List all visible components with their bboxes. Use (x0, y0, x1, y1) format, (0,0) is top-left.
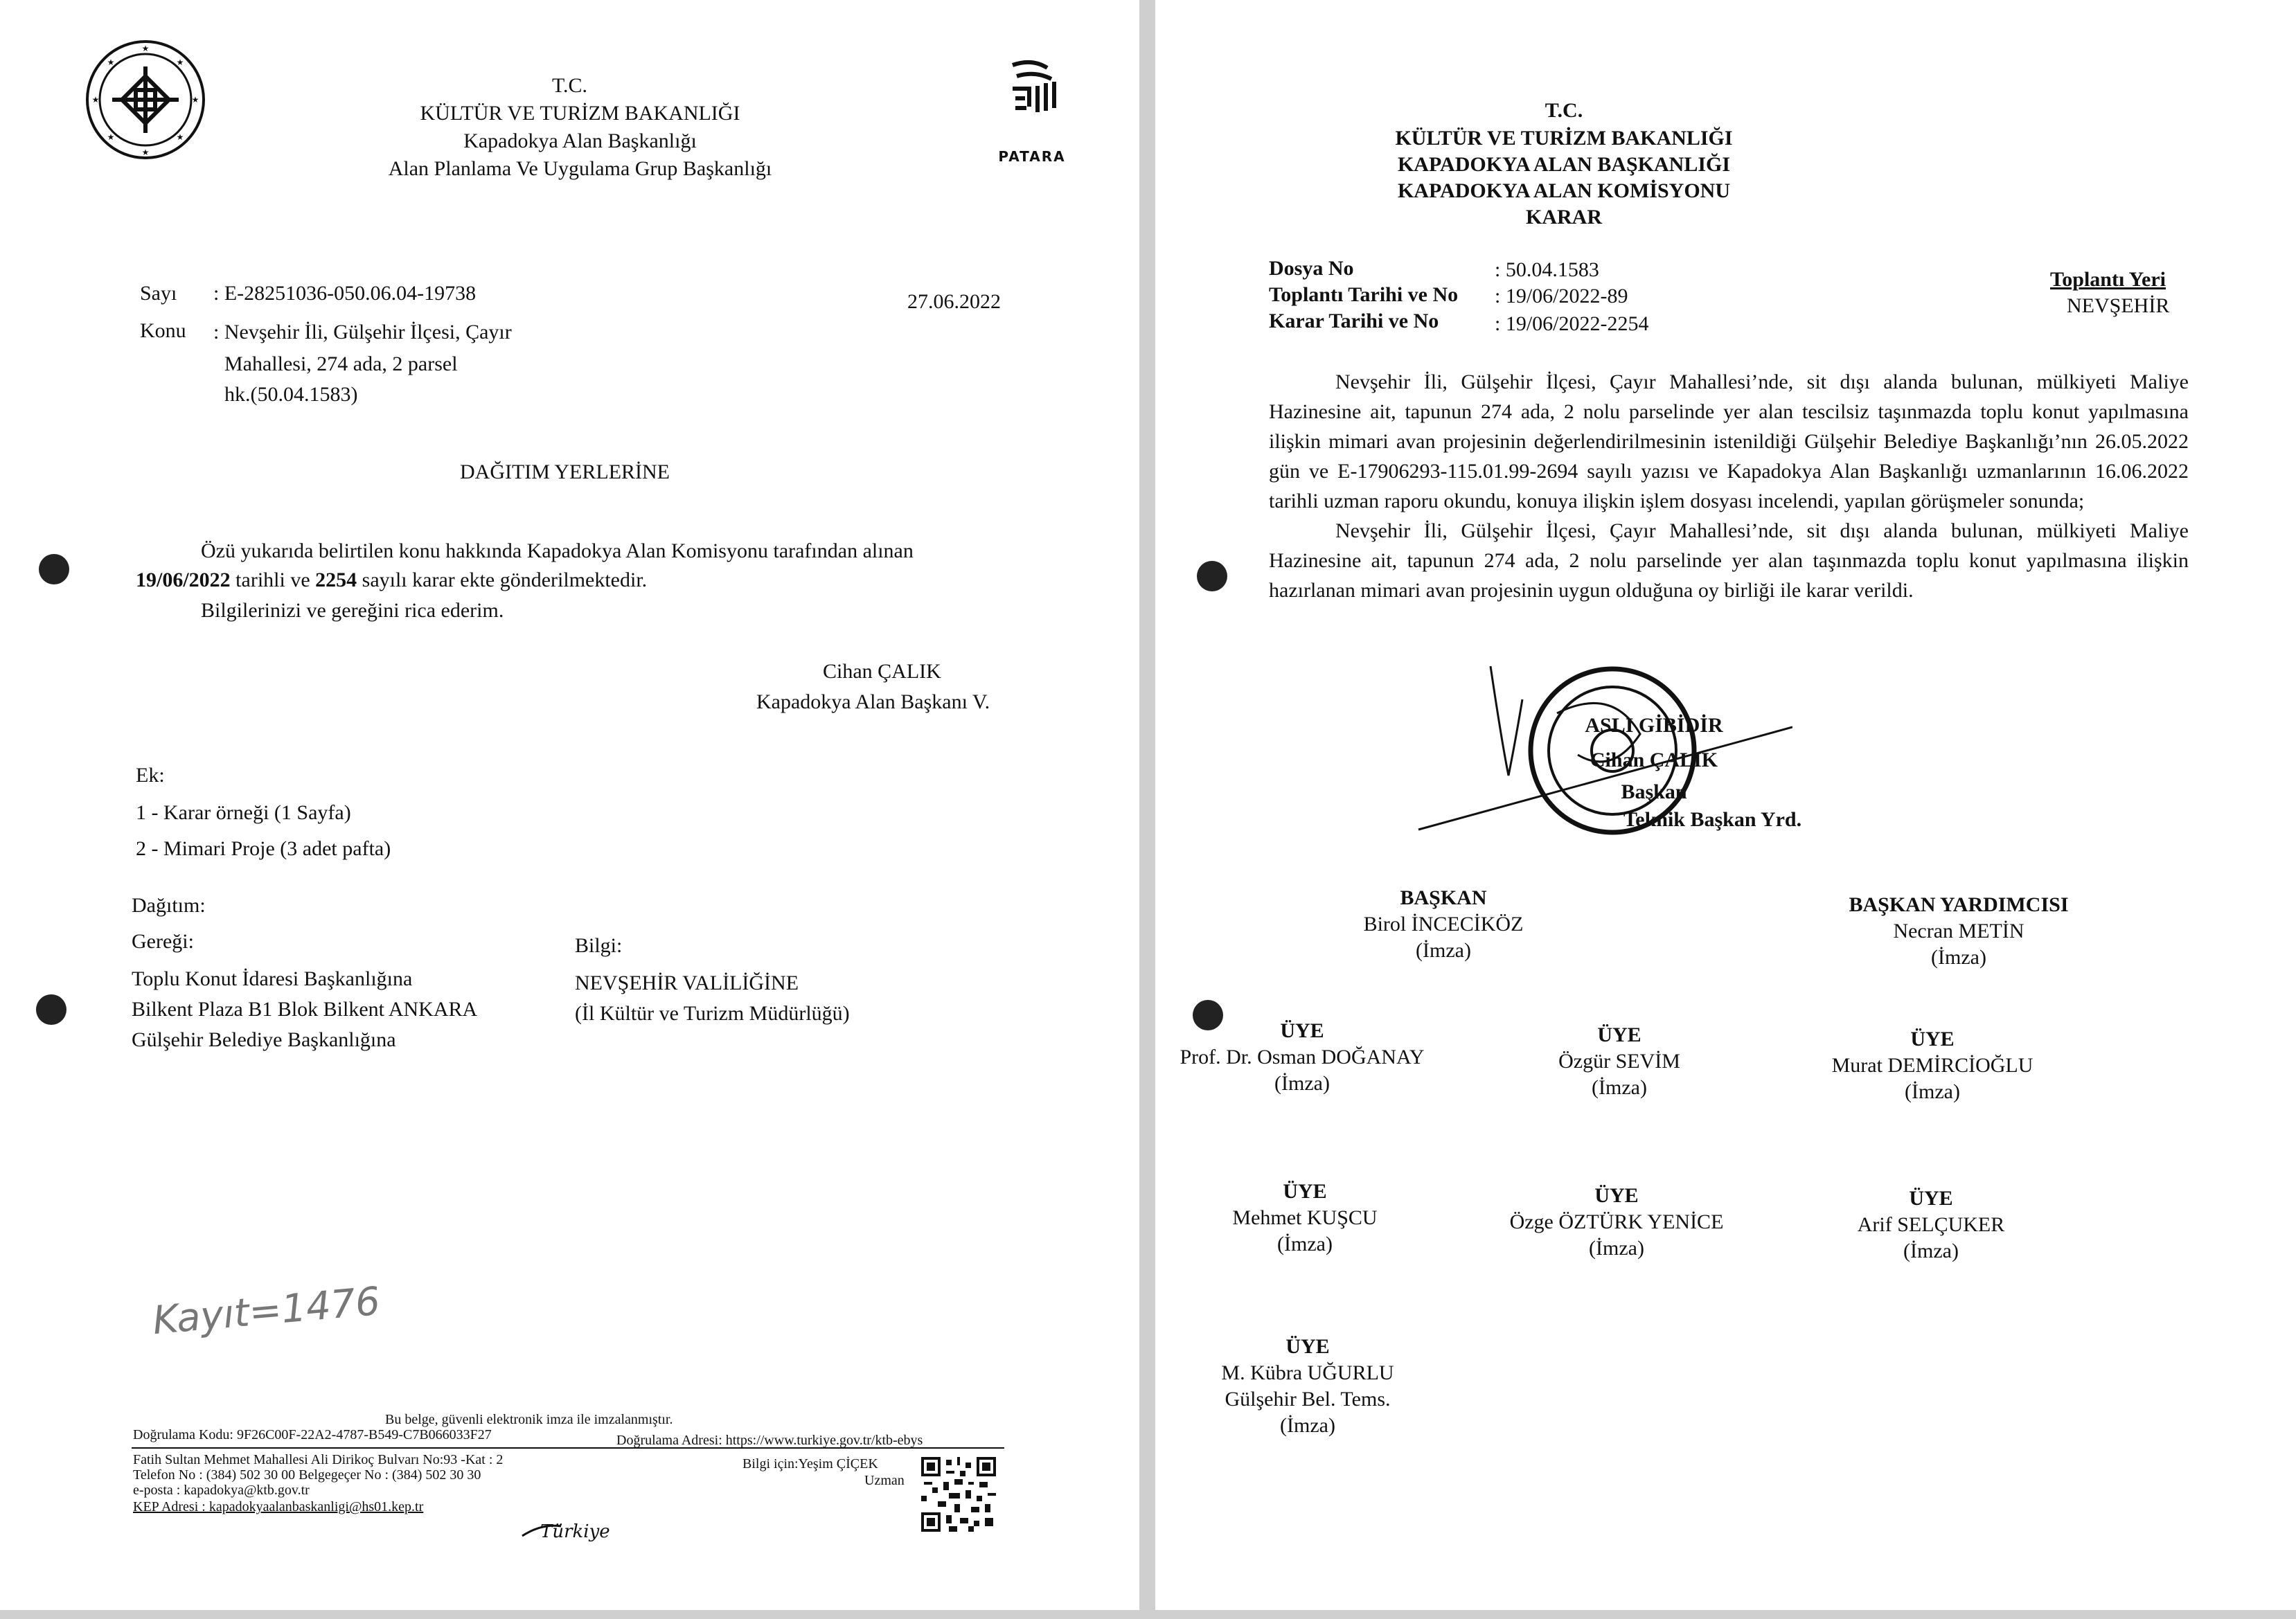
decision-header-commission: KAPADOKYA ALAN KOMİSYONU (1397, 179, 1731, 202)
stamp-line4: Teknik Başkan Yrd. (1623, 808, 1802, 831)
member-sign: (İmza) (1905, 1080, 1960, 1103)
distribution-label: Dağıtım: (132, 894, 206, 917)
karar-value: : 19/06/2022-2254 (1495, 312, 1649, 335)
attachments-label: Ek: (136, 764, 165, 787)
member-sign: (İmza) (1280, 1414, 1335, 1437)
signer-title: Kapadokya Alan Başkanı V. (756, 690, 990, 713)
member-uye (1436, 1183, 1797, 1262)
member-role: ÜYE (1285, 1335, 1330, 1358)
bilgi-label: Bilgi: (575, 934, 623, 957)
punch-hole (39, 554, 69, 584)
toplanti-label: Toplantı Tarihi ve No (1269, 283, 1459, 306)
member-uye (1751, 1186, 2111, 1264)
member-name: Mehmet KUŞCU (1232, 1206, 1378, 1229)
sayi-value: : E-28251036-050.06.04-19738 (213, 282, 477, 305)
gereği-item: Toplu Konut İdaresi Başkanlığına (132, 967, 413, 990)
verification-code: Doğrulama Kodu: 9F26C00F-22A2-4787-B549-C7B066033F27 (133, 1427, 492, 1442)
header-department: Alan Planlama Ve Uygulama Grup Başkanlığı (388, 157, 772, 180)
member-role: ÜYE (1594, 1184, 1639, 1207)
footer-divider (132, 1447, 1004, 1449)
signer-name: Cihan ÇALIK (823, 660, 941, 683)
toplanti-yeri-label: Toplantı Yeri (2050, 268, 2166, 291)
konu-line1: : Nevşehir İli, Gülşehir İlçesi, Çayır (213, 321, 512, 343)
member-name: M. Kübra UĞURLU (1221, 1361, 1394, 1384)
member-sign: (İmza) (1274, 1072, 1330, 1095)
member-sign: (İmza) (1931, 946, 1986, 969)
member-name: Özgür SEVİM (1558, 1050, 1680, 1073)
gereği-item: Gülşehir Belediye Başkanlığına (132, 1028, 396, 1051)
decision-page (1155, 0, 2296, 1610)
gereği-item: Bilkent Plaza B1 Blok Bilkent ANKARA (132, 998, 478, 1021)
stamp-line2: Cihan ÇALIK (1590, 749, 1718, 771)
decision-text (1269, 367, 2189, 605)
member-uye (1439, 1022, 1799, 1101)
svg-text:★: ★ (107, 132, 115, 142)
member-sign: (İmza) (1903, 1240, 1959, 1262)
sayi-label: Sayı (140, 282, 177, 305)
member-name: Murat DEMİRCİOĞLU (1831, 1054, 2034, 1077)
member-name: Prof. Dr. Osman DOĞANAY (1180, 1046, 1425, 1068)
turkiye-brand-logo: Türkiye (540, 1521, 610, 1542)
body-line2: 19/06/2022 tarihli ve 2254 sayılı karar ekte gönderilmektedir. (136, 569, 648, 591)
toplanti-yeri-value: NEVŞEHİR (2067, 294, 2170, 317)
decision-header-office: KAPADOKYA ALAN BAŞKANLIĞI (1397, 153, 1731, 176)
dosya-value: : 50.04.1583 (1495, 258, 1599, 281)
member-role: ÜYE (1910, 1028, 1955, 1050)
footer-phone: Telefon No : (384) 502 30 00 Belgegeçer No : (384) 502 30 30 (133, 1467, 481, 1483)
qr-code-icon[interactable] (921, 1457, 996, 1532)
konu-label: Konu (140, 319, 186, 342)
member-name: Necran METİN (1893, 920, 2024, 942)
cover-letter-page (0, 0, 1139, 1610)
karar-label: Karar Tarihi ve No (1269, 310, 1439, 332)
footer-email[interactable]: e-posta : kapadokya@ktb.gov.tr (133, 1483, 310, 1498)
bilgi-item: NEVŞEHİR VALİLİĞİNE (575, 972, 799, 994)
member-name-secondary: Gülşehir Bel. Tems. (1225, 1388, 1391, 1411)
member-name: Özge ÖZTÜRK YENİCE (1509, 1210, 1724, 1233)
dosya-label: Dosya No (1269, 257, 1354, 280)
svg-text:★: ★ (141, 147, 150, 157)
footer-kep[interactable]: KEP Adresi : kapadokyaalanbaskanligi@hs01.kep.tr (133, 1499, 424, 1514)
header-office: Kapadokya Alan Başkanlığı (463, 129, 697, 152)
member-name: Arif SELÇUKER (1857, 1213, 2005, 1236)
body-line1: Özü yukarıda belirtilen konu hakkında Kapadokya Alan Komisyonu tarafından alınan (201, 539, 914, 562)
svg-text:★: ★ (176, 132, 184, 142)
esign-notice: Bu belge, güvenli elektronik imza ile imzalanmıştır. (385, 1412, 673, 1427)
header-tc: T.C. (551, 74, 588, 97)
body-line3: Bilgilerinizi ve gereğini rica ederim. (201, 599, 504, 622)
member-role: BAŞKAN YARDIMCISI (1849, 893, 2069, 916)
konu-line2: Mahallesi, 274 ada, 2 parsel (224, 352, 458, 375)
decision-paragraph-1: Nevşehir İli, Gülşehir İlçesi, Çayır Mahallesi’nde, sit dışı alanda bulunan, mülkiyeti Maliye Hazinesine ait, tapunun 274 ada, 2 nolu parselinde yer alan tescilsiz taşınmazda toplu konut yapılmasına ilişkin mimari avan projesinin değerlendirilmesinin istenildiği Gülşehir Belediye Başkanlığı’nın 26.05.2022 gün ve E-17906293-115.01.99-2694 sayılı yazısı ve Kapadokya Alan Başkanlığı uzmanlarının 16.06.2022 tarihli uzman raporu okundu, konuya ilişkin işlem dosyası incelendi, yapılan görüşmeler sonunda; (1269, 370, 2189, 512)
svg-text:★: ★ (91, 95, 100, 105)
gereği-label: Gereği: (132, 930, 194, 953)
member-sign: (İmza) (1592, 1076, 1647, 1099)
member-sign: (İmza) (1277, 1233, 1333, 1255)
punch-hole (1197, 561, 1227, 591)
member-role: ÜYE (1280, 1019, 1324, 1042)
member-role: ÜYE (1909, 1187, 1953, 1210)
svg-text:★: ★ (191, 95, 199, 105)
footer-address: Fatih Sultan Mehmet Mahallesi Ali Dirikoç Bulvarı No:93 -Kat : 2 (133, 1452, 504, 1467)
decision-header-doctype: KARAR (1526, 206, 1602, 229)
member-baskan (1263, 885, 1623, 964)
addressee: DAĞITIM YERLERİNE (460, 460, 670, 483)
patara-logo-text: PATARA (998, 148, 1066, 165)
letter-date: 27.06.2022 (907, 290, 1001, 313)
member-baskan-yardimcisi (1779, 892, 2139, 971)
footer-contact-title: Uzman (864, 1473, 905, 1488)
svg-text:★: ★ (176, 57, 184, 67)
stamp-line1: ASLI GİBİDİR (1585, 714, 1723, 737)
decision-header-ministry: KÜLTÜR VE TURİZM BAKANLIĞI (1395, 127, 1733, 150)
attachment-item: 2 - Mimari Proje (3 adet pafta) (136, 837, 391, 860)
bilgi-item: (İl Kültür ve Turizm Müdürlüğü) (575, 1002, 850, 1025)
member-uye (1752, 1026, 2112, 1105)
member-sign: (İmza) (1589, 1237, 1644, 1260)
member-uye (1155, 1179, 1485, 1258)
stamp-line3: Başkan (1621, 780, 1687, 803)
turkiye-swoosh-icon (521, 1522, 562, 1539)
member-role: BAŞKAN (1400, 886, 1487, 909)
decision-header-tc: T.C. (1545, 99, 1583, 122)
footer-contact: Bilgi için:Yeşim ÇİÇEK (742, 1456, 878, 1472)
svg-text:★: ★ (141, 44, 150, 53)
member-role: ÜYE (1597, 1023, 1641, 1046)
member-name: Birol İNCECİKÖZ (1363, 913, 1524, 936)
verification-address[interactable]: Doğrulama Adresi: https://www.turkiye.gov.tr/ktb-ebys (616, 1433, 923, 1448)
attachment-item: 1 - Karar örneği (1 Sayfa) (136, 801, 351, 824)
svg-text:★: ★ (107, 57, 115, 67)
handwritten-note: Kayıt=1476 (150, 1278, 382, 1344)
member-role: ÜYE (1283, 1180, 1327, 1203)
header-ministry: KÜLTÜR VE TURİZM BAKANLIĞI (420, 102, 740, 125)
toplanti-value: : 19/06/2022-89 (1495, 285, 1628, 307)
punch-hole (1193, 1000, 1223, 1030)
konu-line3: hk.(50.04.1583) (224, 383, 358, 406)
punch-hole (36, 994, 66, 1025)
member-sign: (İmza) (1416, 939, 1471, 962)
patara-logo-icon (999, 58, 1065, 127)
member-uye (1155, 1334, 1488, 1439)
decision-paragraph-2: Nevşehir İli, Gülşehir İlçesi, Çayır Mahallesi’nde, sit dışı alanda bulunan, mülkiyeti Maliye Hazinesine ait, tapunun 274 ada, 2 nolu parselinde yer alan taşınmazda toplu konut yapılmasına ilişkin hazırlanan mimari avan projesinin uygun olduğuna oy birliği ile karar verildi. (1269, 519, 2189, 602)
